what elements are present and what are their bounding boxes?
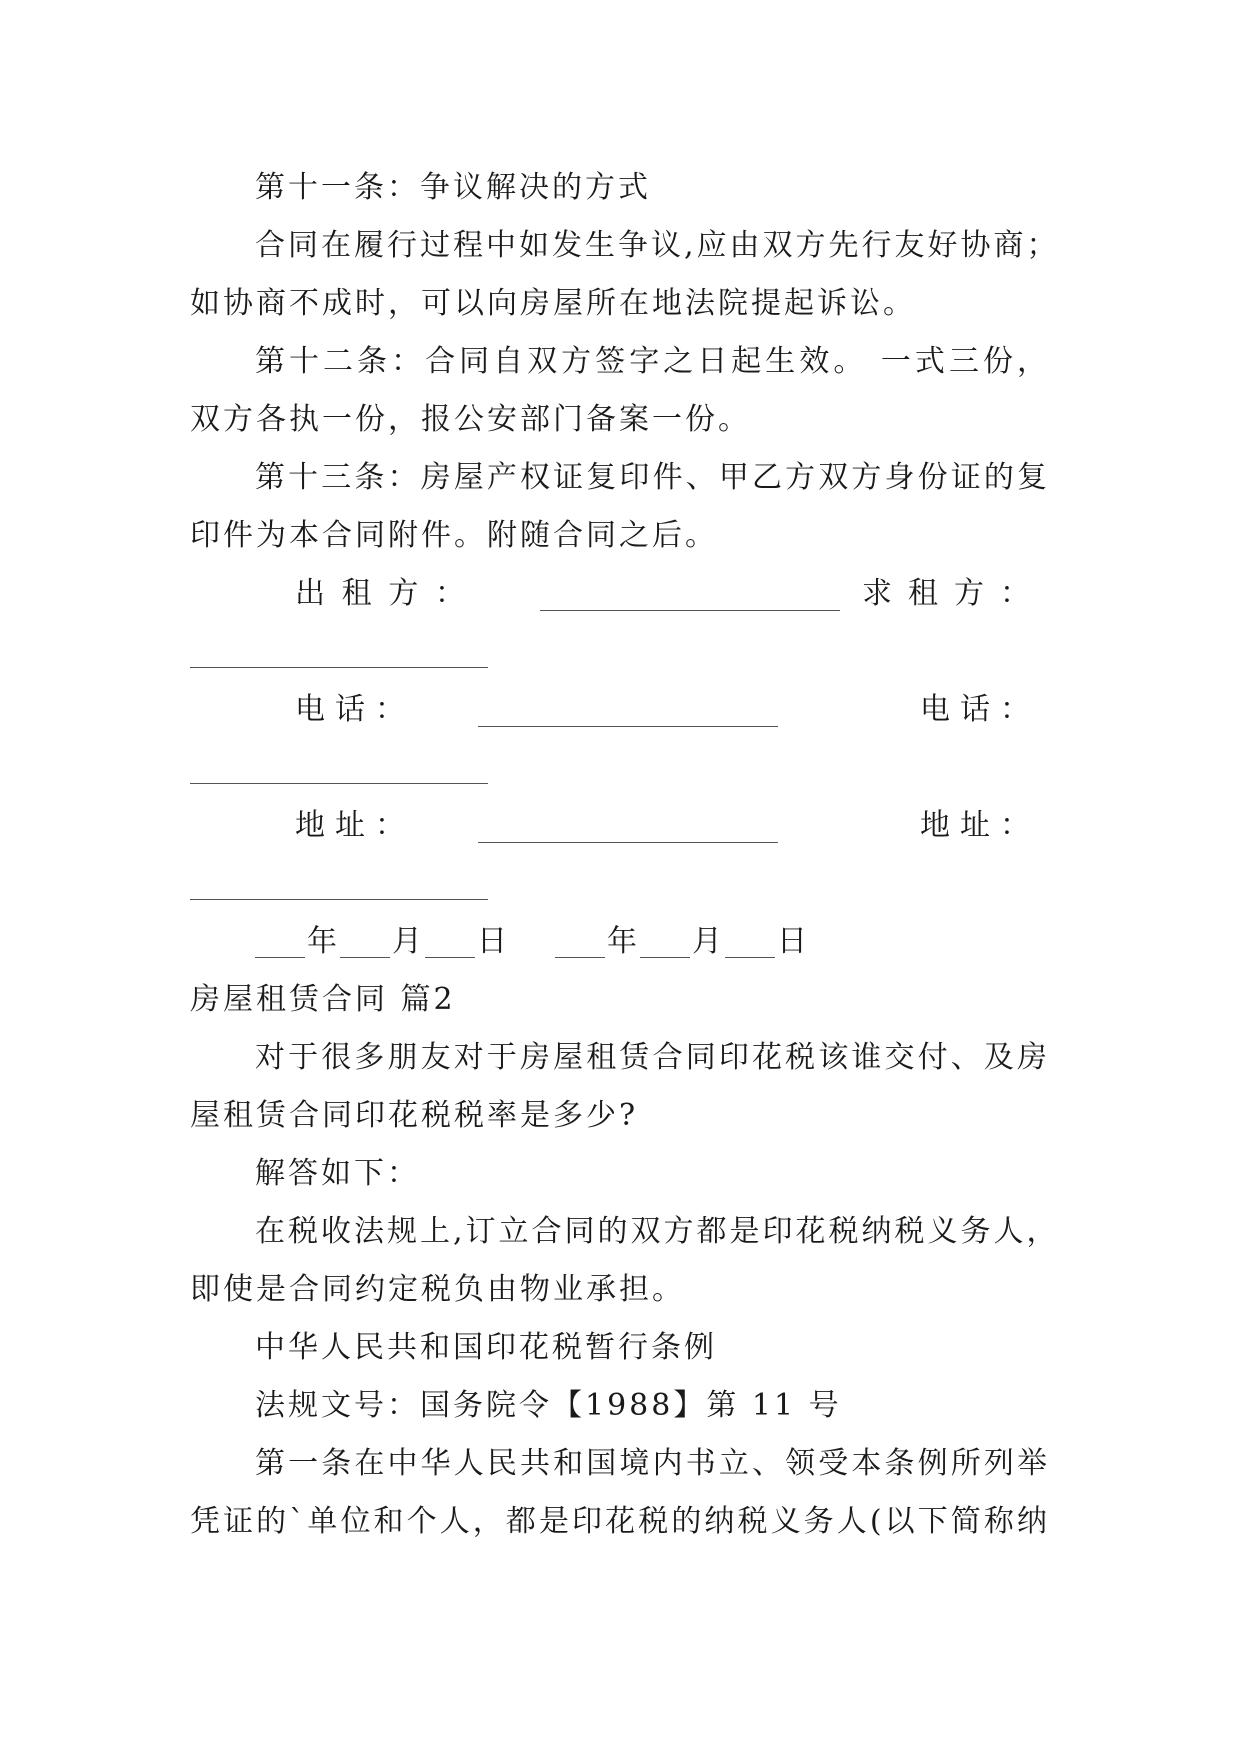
lessor-month-blank xyxy=(340,957,390,958)
article-1-line-1: 第一条在中华人民共和国境内书立、领受本条例所列举 xyxy=(255,1446,1050,1481)
lessor-day-label: 日 xyxy=(477,924,507,959)
lessor-year-blank xyxy=(255,957,305,958)
lessee-address-line xyxy=(190,899,488,900)
article-12-line-1: 第十二条：合同自双方签字之日起生效。 一式三份， xyxy=(255,344,1050,379)
lessee-day-label: 日 xyxy=(777,924,807,959)
article-13-line-1: 第十三条：房屋产权证复印件、甲乙方双方身份证的复 xyxy=(255,460,1050,495)
lessee-year-blank xyxy=(555,957,605,958)
lessee-year-label: 年 xyxy=(607,924,637,959)
lessee-phone-label: 电话： xyxy=(920,692,1030,727)
lessee-month-blank xyxy=(640,957,690,958)
lessee-month-label: 月 xyxy=(692,924,722,959)
lessee-phone-line xyxy=(190,783,488,784)
lessee-label: 求租方： xyxy=(862,576,1030,611)
lessor-phone-label: 电话： xyxy=(295,692,405,727)
paragraph-1-line-1: 对于很多朋友对于房屋租赁合同印花税该谁交付、及房 xyxy=(255,1040,1050,1075)
lessor-signature-line xyxy=(540,610,840,611)
paragraph-1-line-2: 屋租赁合同印花税税率是多少? xyxy=(190,1098,639,1133)
lessor-address-line xyxy=(478,842,778,843)
article-11-line-1: 合同在履行过程中如发生争议,应由双方先行友好协商； xyxy=(255,228,1060,263)
paragraph-2: 解答如下： xyxy=(255,1156,420,1191)
lessee-address-label: 地址： xyxy=(920,808,1030,843)
paragraph-3-line-2: 即使是合同约定税负由物业承担。 xyxy=(190,1272,685,1307)
regulation-number: 法规文号：国务院令【1988】第 11 号 xyxy=(255,1388,842,1423)
paragraph-3-line-1: 在税收法规上,订立合同的双方都是印花税纳税义务人， xyxy=(255,1214,1060,1249)
article-13-line-2: 印件为本合同附件。附随合同之后。 xyxy=(190,518,718,553)
regulation-title: 中华人民共和国印花税暂行条例 xyxy=(255,1330,717,1365)
lessee-day-blank xyxy=(725,957,775,958)
article-11-line-2: 如协商不成时，可以向房屋所在地法院提起诉讼。 xyxy=(190,286,916,321)
lessor-day-blank xyxy=(425,957,475,958)
article-1-line-2: 凭证的`单位和个人，都是印花税的纳税义务人(以下简称纳 xyxy=(190,1504,1050,1539)
section-2-heading: 房屋租赁合同 篇2 xyxy=(190,982,456,1017)
lessee-signature-line xyxy=(190,667,488,668)
lessor-label: 出租方： xyxy=(295,576,465,611)
article-11-title: 第十一条：争议解决的方式 xyxy=(255,170,651,205)
article-12-line-2: 双方各执一份，报公安部门备案一份。 xyxy=(190,402,751,437)
lessor-phone-line xyxy=(478,726,778,727)
lessor-address-label: 地址： xyxy=(295,808,405,843)
lessor-month-label: 月 xyxy=(392,924,422,959)
lessor-year-label: 年 xyxy=(307,924,337,959)
